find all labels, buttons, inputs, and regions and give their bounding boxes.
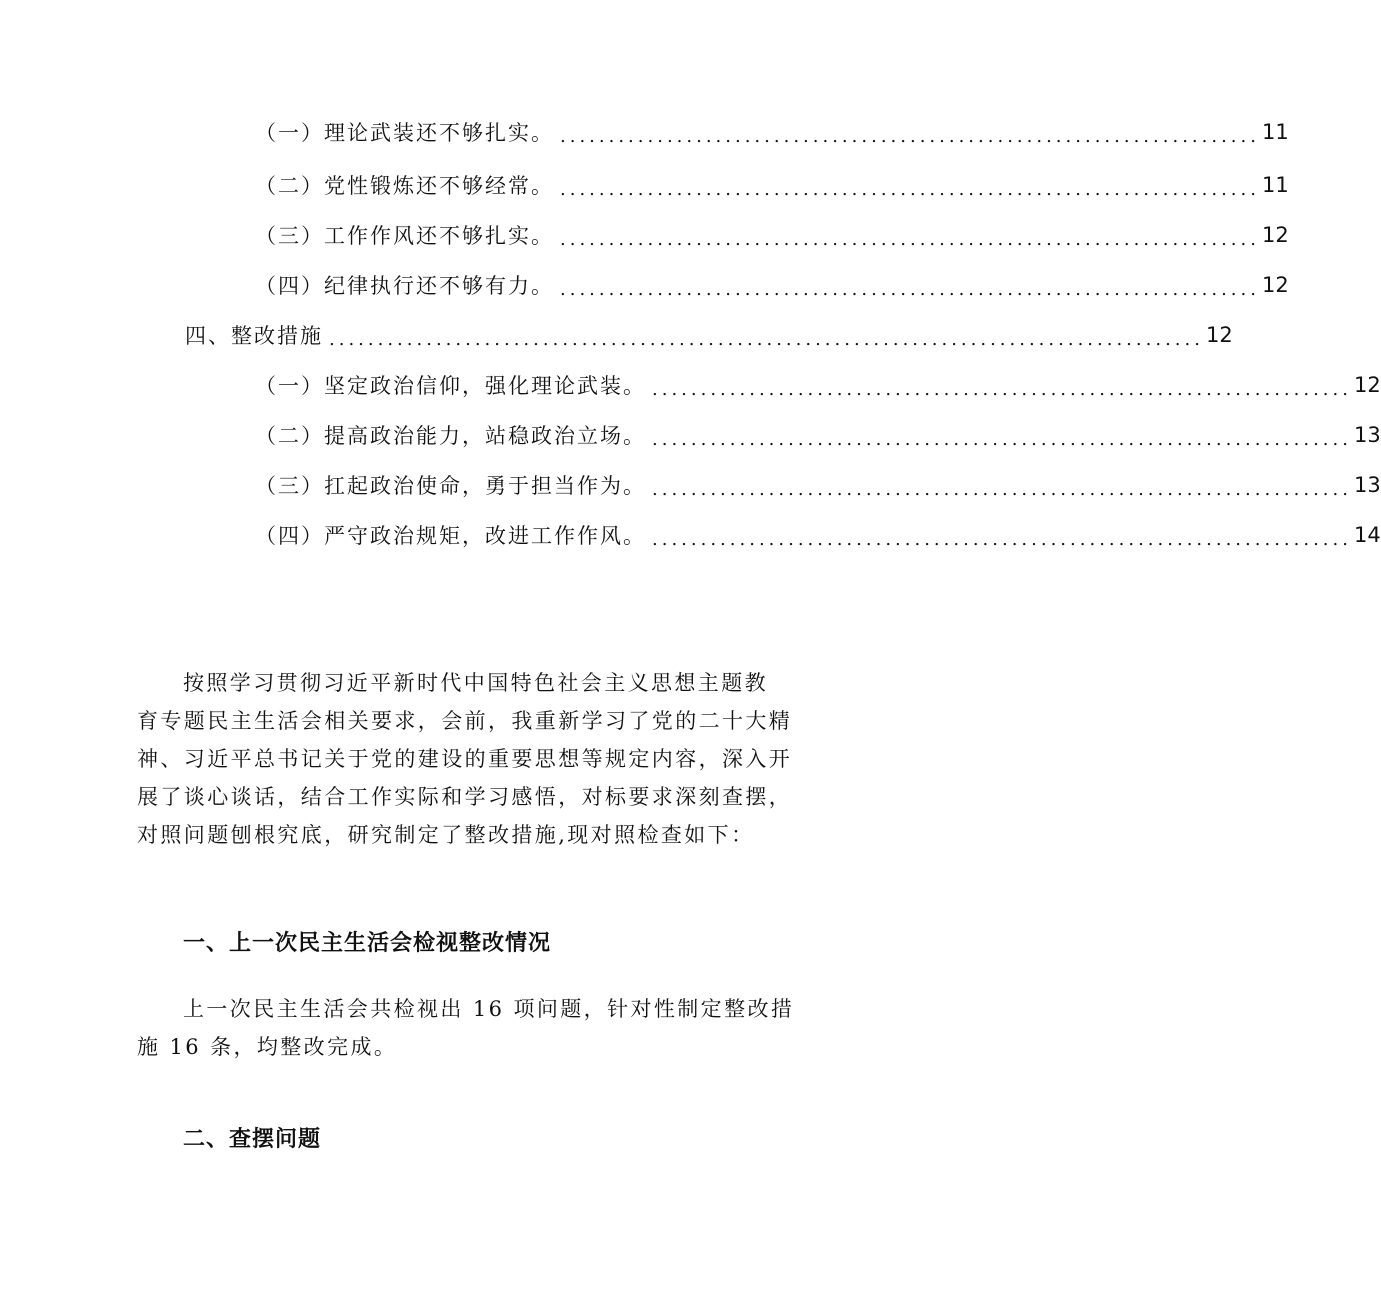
toc-entry-label: （三）扛起政治使命，勇于担当作为。 <box>255 474 646 498</box>
toc-leader-dots: ........................................................................ <box>652 528 1352 550</box>
toc-page-number: 12 <box>1353 373 1381 397</box>
intro-line: 对照问题刨根究底，研究制定了整改措施,现对照检查如下： <box>137 823 755 847</box>
intro-line: 按照学习贯彻习近平新时代中国特色社会主义思想主题教 <box>183 671 768 695</box>
toc-leader-dots: ........................................................................ <box>652 428 1352 450</box>
section-heading: 一、上一次民主生活会检视整改情况 <box>183 931 552 956</box>
toc-entry[interactable] <box>185 318 1233 352</box>
toc-leader-dots: ........................................................................ <box>652 378 1352 400</box>
toc-page-number: 12 <box>1205 323 1233 347</box>
intro-line: 育专题民主生活会相关要求，会前，我重新学习了党的二十大精 <box>137 709 793 733</box>
toc-row <box>0 318 1233 352</box>
toc-page-number: 13 <box>1353 473 1381 497</box>
section-line: 施 16 条，均整改完成。 <box>137 1035 398 1059</box>
toc-entry[interactable] <box>255 268 1289 302</box>
toc-entry[interactable] <box>255 418 1381 452</box>
toc-page-number: 11 <box>1261 120 1289 144</box>
toc-row <box>0 518 1381 552</box>
toc-page-number: 12 <box>1261 223 1289 247</box>
toc-leader-dots: ........................................................................ <box>560 125 1260 147</box>
toc-row <box>0 218 1289 252</box>
toc-page-number: 12 <box>1261 273 1289 297</box>
toc-row <box>0 368 1381 402</box>
toc-leader-dots: ........................................................................ <box>560 178 1260 200</box>
toc-page-number: 13 <box>1353 423 1381 447</box>
toc-row <box>0 168 1289 202</box>
toc-page-number: 11 <box>1261 173 1289 197</box>
toc-row <box>0 115 1289 149</box>
section-line: 上一次民主生活会共检视出 16 项问题，针对性制定整改措 <box>183 997 795 1021</box>
toc-entry[interactable] <box>255 168 1289 202</box>
section-heading: 二、查摆问题 <box>183 1127 322 1152</box>
toc-leader-dots: ........................................................................ <box>560 278 1260 300</box>
toc-row <box>0 468 1381 502</box>
toc-row <box>0 418 1381 452</box>
toc-entry-label: （三）工作作风还不够扎实。 <box>255 224 554 248</box>
intro-line: 展了谈心谈话，结合工作实际和学习感悟，对标要求深刻查摆， <box>137 785 793 809</box>
toc-entry-label: （四）纪律执行还不够有力。 <box>255 274 554 298</box>
toc-entry-label: 四、整改措施 <box>185 324 323 348</box>
toc-row <box>0 268 1289 302</box>
toc-entry-label: （二）提高政治能力，站稳政治立场。 <box>255 424 646 448</box>
intro-paragraph <box>137 664 793 854</box>
section-paragraph <box>137 990 795 1066</box>
toc-entry[interactable] <box>255 518 1381 552</box>
toc-entry-label: （二）党性锻炼还不够经常。 <box>255 174 554 198</box>
toc-leader-dots: .......................................................................................... <box>329 328 1204 350</box>
toc-entry[interactable] <box>255 115 1289 149</box>
toc-leader-dots: ........................................................................ <box>652 478 1352 500</box>
toc-entry[interactable] <box>255 218 1289 252</box>
toc-page-number: 14 <box>1353 523 1381 547</box>
toc-entry-label: （四）严守政治规矩，改进工作作风。 <box>255 524 646 548</box>
toc-entry[interactable] <box>255 368 1381 402</box>
toc-entry[interactable] <box>255 468 1381 502</box>
toc-entry-label: （一）坚定政治信仰，强化理论武装。 <box>255 374 646 398</box>
toc-leader-dots: ........................................................................ <box>560 228 1260 250</box>
intro-line: 神、习近平总书记关于党的建设的重要思想等规定内容，深入开 <box>137 747 793 771</box>
toc-entry-label: （一）理论武装还不够扎实。 <box>255 121 554 145</box>
